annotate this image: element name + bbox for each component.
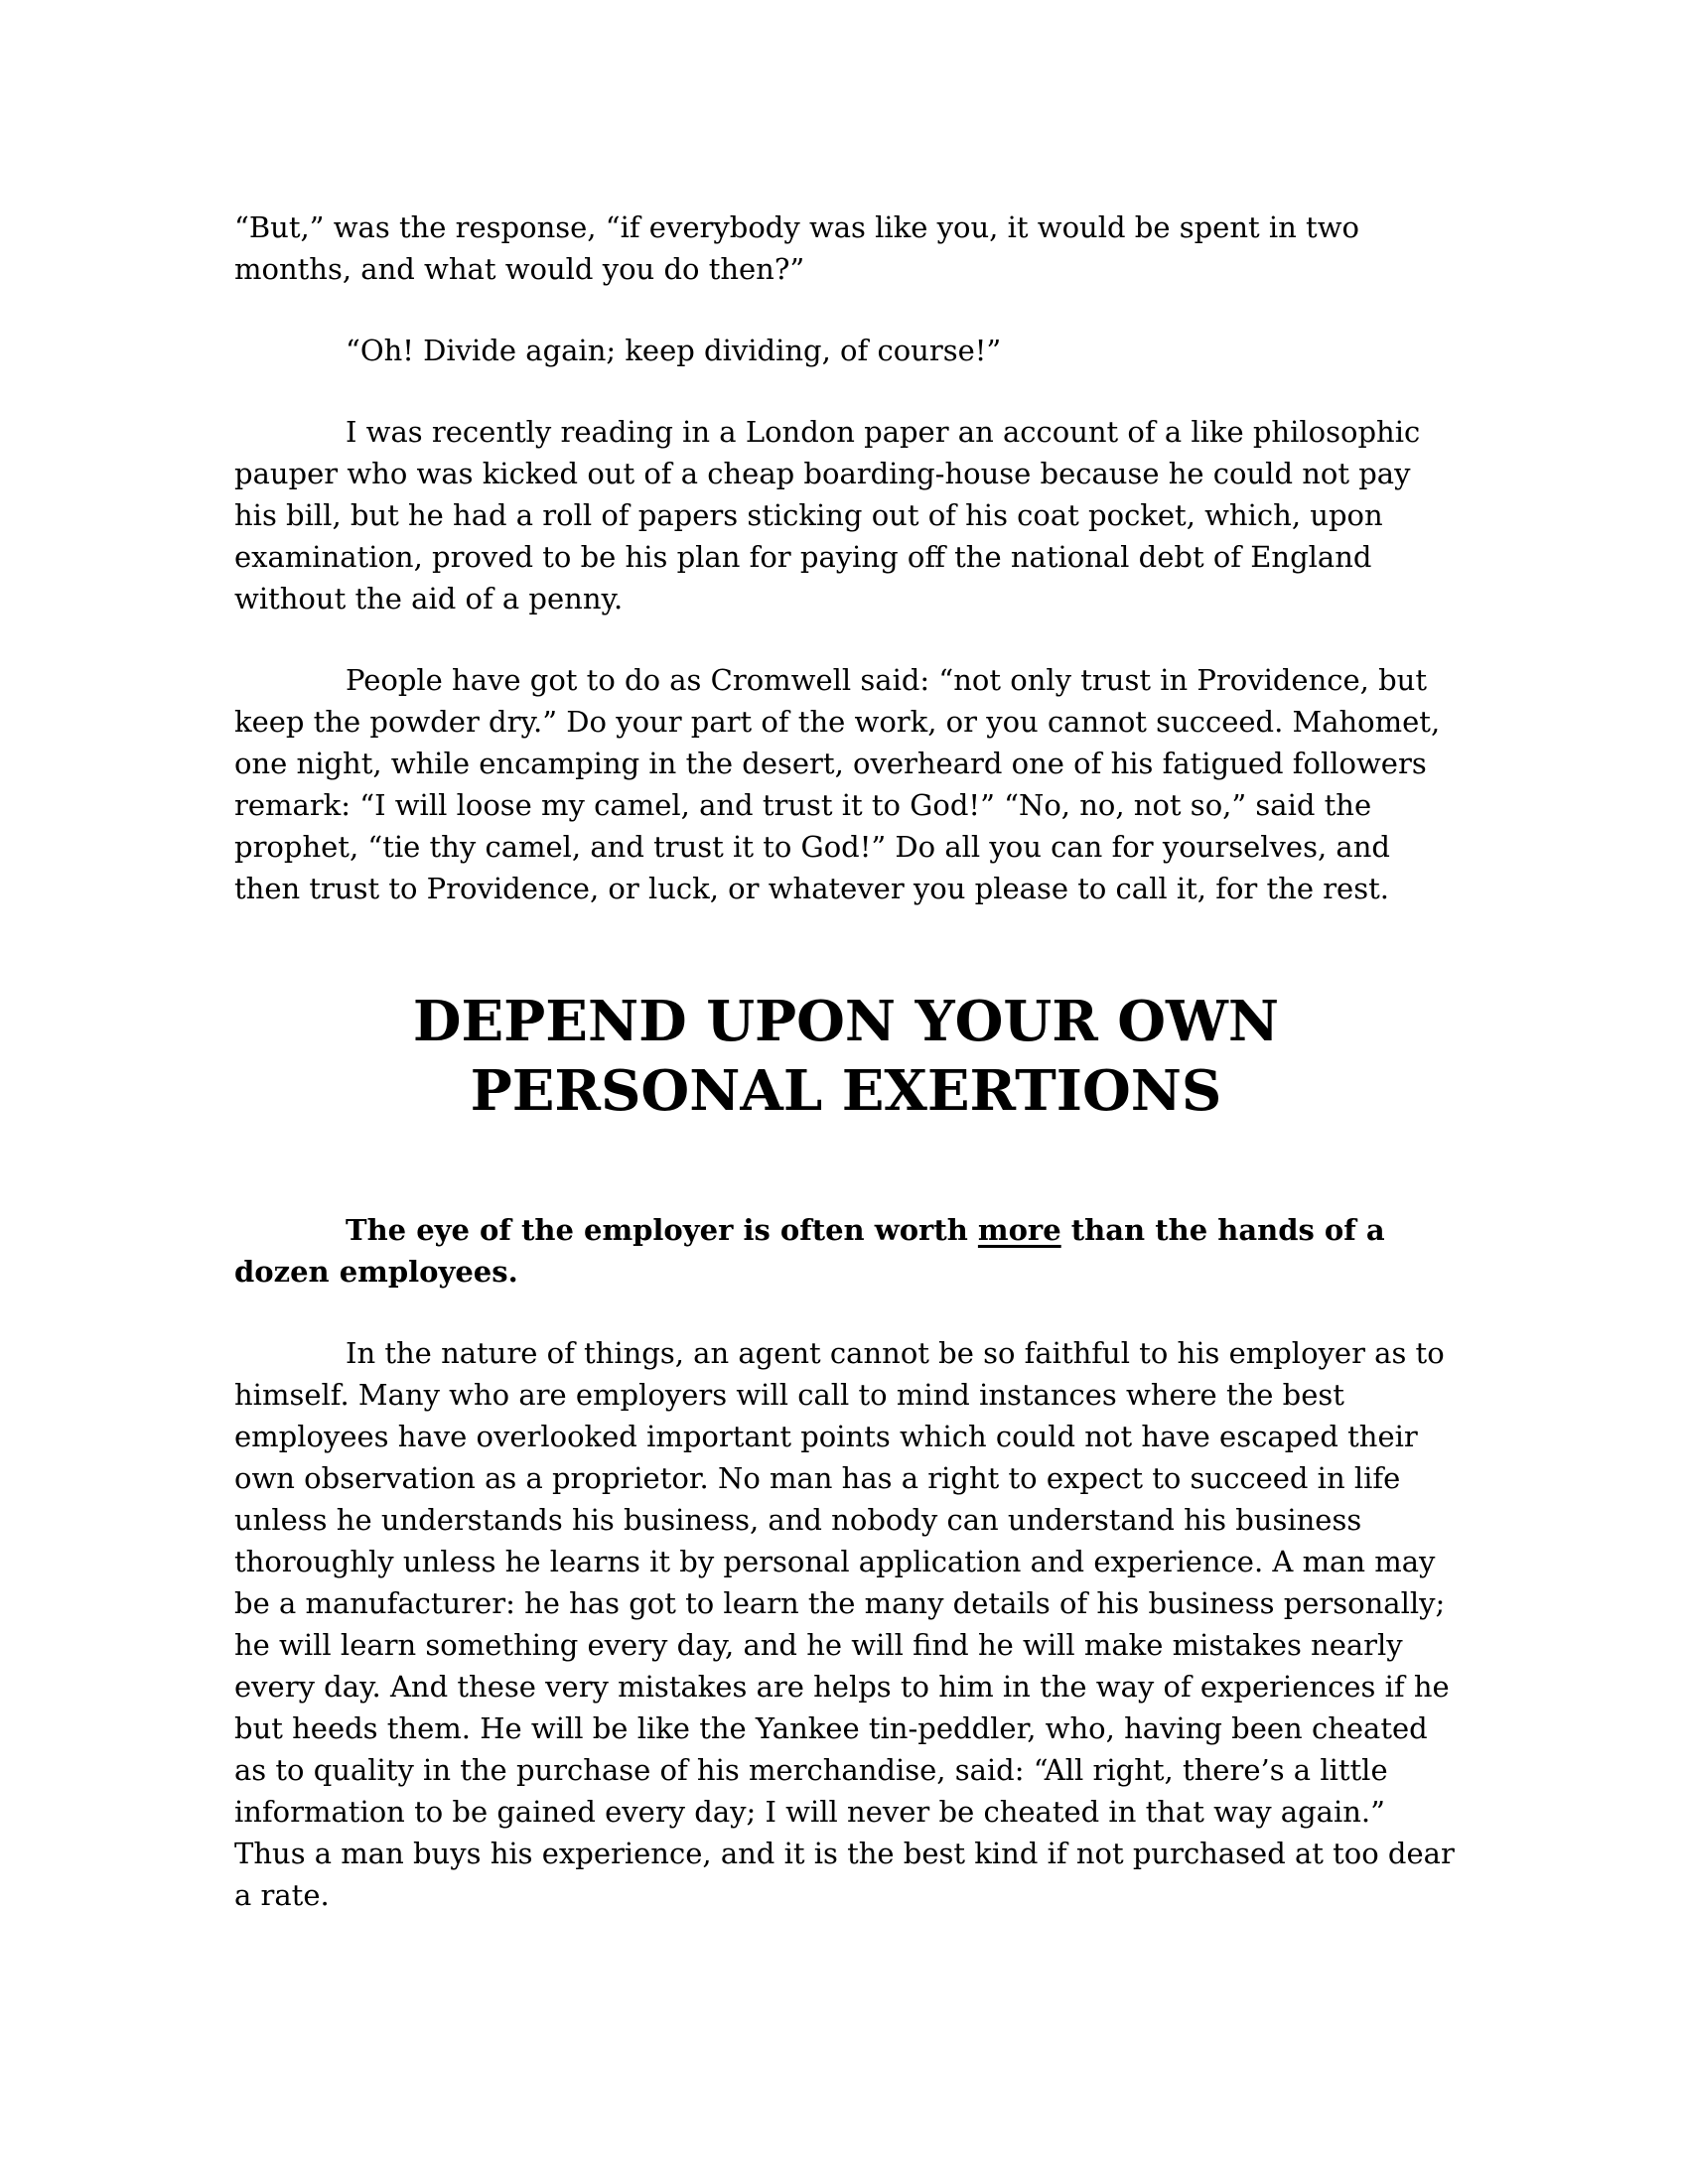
body-paragraph-1: “But,” was the response, “if everybody was like you, it would be spent in two months, and what would you do then?” xyxy=(234,210,1359,286)
body-paragraph-4: People have got to do as Cromwell said: “not only trust in Providence, but keep the powder dry.” Do your part of the work, or you cannot succeed. Mahomet, one night, while encamping in the desert, overheard one of his fatigued followers remark: “I will loose my camel, and trust it to God!” “No, no, not so,” said the prophet, “tie thy camel, and trust it to God!” Do all you can for yourselves, and then trust to Providence, or luck, or whatever you please to call it, for the rest. xyxy=(234,663,1441,905)
lead-text-after: than the hands of a dozen employees. xyxy=(234,1213,1385,1289)
body-paragraph-3: I was recently reading in a London paper an account of a like philosophic pauper who was kicked out of a cheap boarding-house because he could not pay his bill, but he had a roll of papers sticking out of his coat pocket, which, upon examination, proved to be his plan for paying off the national debt of England without the aid of a penny. xyxy=(234,415,1421,615)
lead-text-before: The eye of the employer is often worth xyxy=(346,1213,978,1247)
lead-sentence xyxy=(234,1209,1458,1293)
section-heading: DEPEND UPON YOUR OWN PERSONAL EXERTIONS xyxy=(412,989,1280,1124)
body-paragraph-5: In the nature of things, an agent cannot be so faithful to his employer as to himself. Many who are employers will call to mind instances where the best employees have overlooked important points which could not have escaped their own observation as a proprietor. No man has a right to expect to succeed in life unless he understands his business, and nobody can understand his business thoroughly unless he learns it by personal application and experience. A man may be a manufacturer: he has got to learn the many details of his business personally; he will learn something every day, and he will find he will make mistakes nearly every day. And these very mistakes are helps to him in the way of experiences if he but heeds them. He will be like the Yankee tin-peddler, who, having been cheated as to quality in the purchase of his merchandise, said: “All right, there’s a little information to be gained every day; I will never be cheated in that way again.” Thus a man buys his experience, and it is the best kind if not purchased at too dear a rate. xyxy=(234,1336,1455,1912)
lead-underlined-word: more xyxy=(977,1213,1061,1247)
body-paragraph-2: “Oh! Divide again; keep dividing, of course!” xyxy=(346,334,1002,367)
